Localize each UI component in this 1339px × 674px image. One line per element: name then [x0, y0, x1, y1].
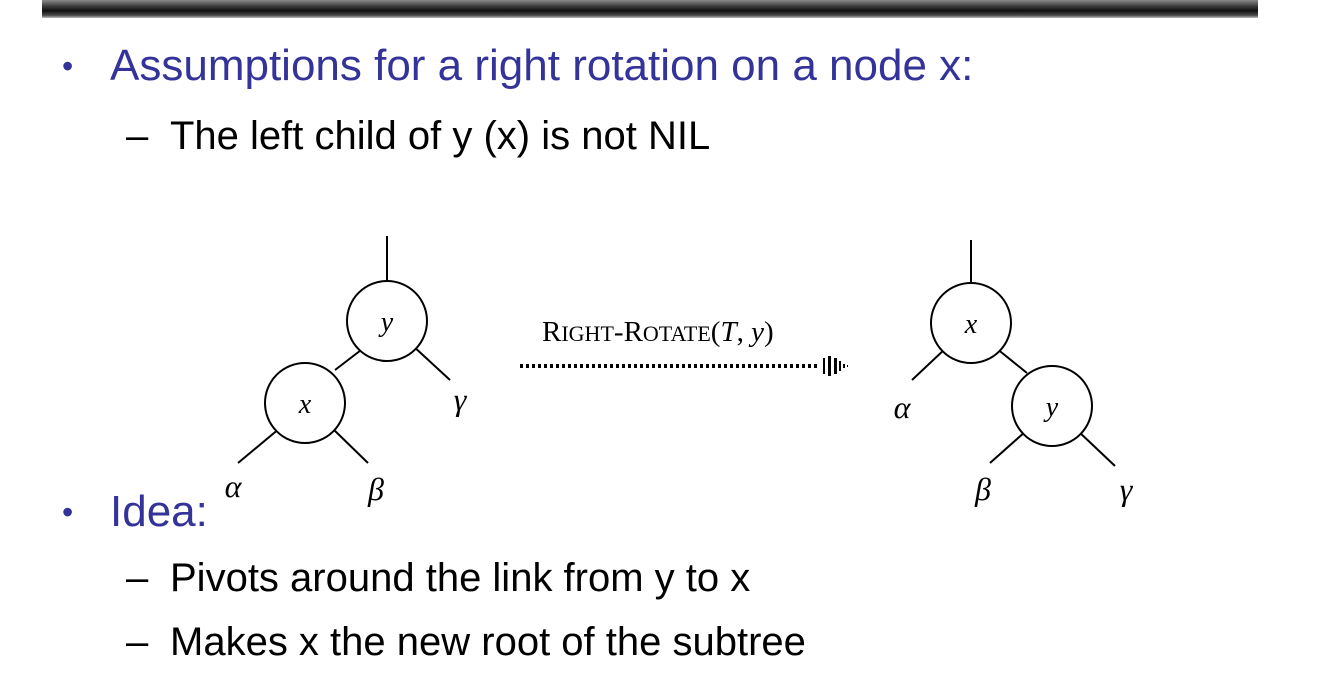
rotation-arrow-head — [823, 356, 848, 376]
right-tree-node-x-label: x — [964, 309, 978, 340]
left-tree-node-y-label: y — [380, 307, 394, 338]
dash-marker: – — [126, 114, 149, 158]
bullet-assumptions-text: Assumptions for a right rotation on a node x: — [110, 41, 974, 90]
left-tree — [225, 236, 468, 507]
sub-new-root — [126, 620, 806, 664]
bullet-idea — [62, 487, 208, 536]
left-tree-y-gamma-edge — [412, 345, 450, 380]
dash-marker: – — [126, 556, 149, 600]
left-tree-alpha-label: α — [224, 468, 242, 504]
right-rotate-label: RIGHT-ROTATE(T, y) — [542, 316, 774, 348]
sub-pivots-text: Pivots around the link from y to x — [170, 556, 751, 600]
right-tree-beta-label: β — [975, 471, 991, 507]
left-tree-beta-label: β — [368, 471, 384, 507]
left-tree-gamma-label: γ — [453, 381, 467, 417]
bullet-marker: • — [62, 48, 74, 84]
sub-left-child-text: The left child of y (x) is not NIL — [170, 114, 711, 158]
rotation-operation — [520, 316, 848, 376]
right-tree-y-beta-edge — [990, 431, 1026, 463]
right-tree-x-y-edge — [996, 348, 1027, 373]
right-tree-y-gamma-edge — [1078, 431, 1115, 466]
right-tree-alpha-label: α — [893, 389, 911, 425]
right-tree-x-alpha-edge — [912, 348, 946, 380]
right-tree-gamma-label: γ — [1119, 471, 1133, 507]
right-tree — [894, 240, 1134, 507]
bullet-idea-text: Idea: — [110, 487, 208, 536]
left-tree-x-alpha-edge — [238, 428, 280, 463]
dash-marker: – — [126, 620, 149, 664]
left-tree-node-x-label: x — [298, 389, 312, 420]
right-tree-node-y-label: y — [1045, 392, 1059, 423]
bullet-marker: • — [62, 494, 74, 530]
sub-new-root-text: Makes x the new root of the subtree — [170, 620, 806, 664]
left-tree-x-beta-edge — [332, 428, 368, 463]
sub-pivots-link — [126, 556, 751, 600]
